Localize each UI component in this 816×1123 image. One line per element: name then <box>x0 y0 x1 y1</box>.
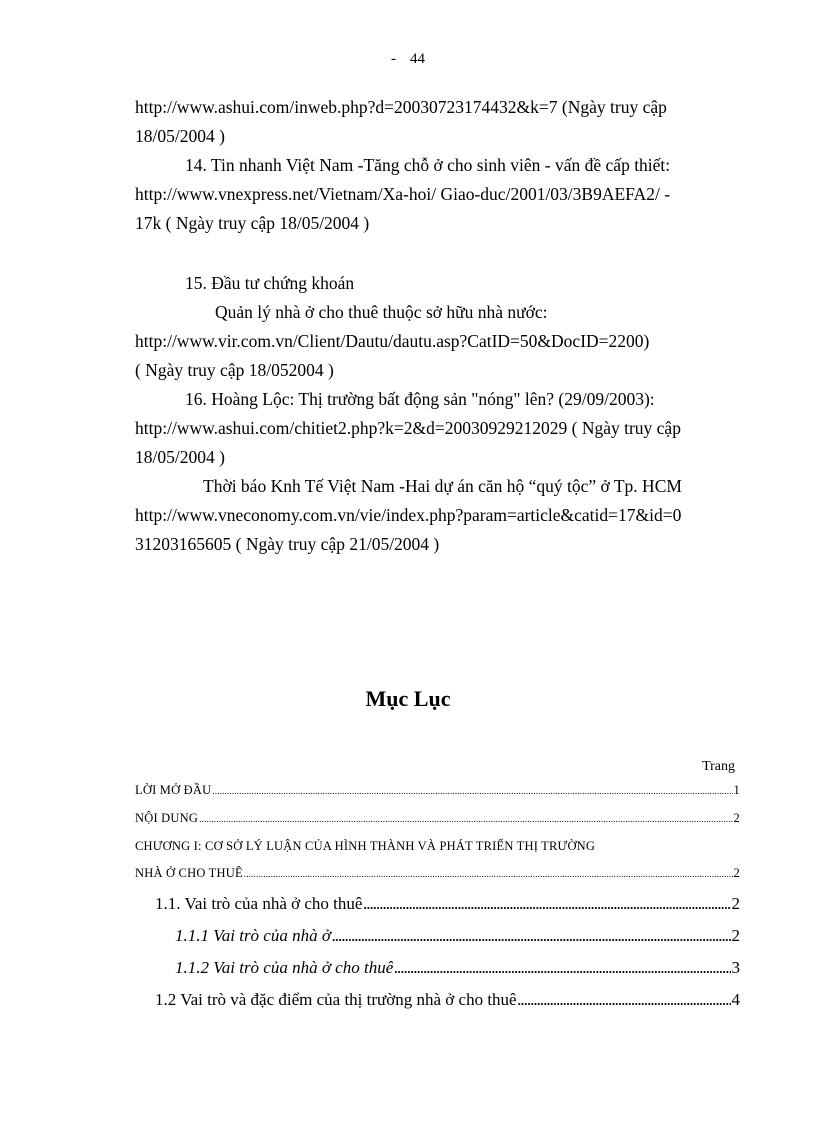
toc-entry[interactable] <box>135 805 740 833</box>
ref-15-access-date: ( Ngày truy cập 18/052004 ) <box>135 360 334 380</box>
toc-entry-page: 2 <box>733 866 740 880</box>
ref-13-url: http://www.ashui.com/inweb.php?d=20030723174432&k=7 (Ngày truy cập <box>135 97 667 117</box>
ref-15-url: http://www.vir.com.vn/Client/Dautu/dautu.asp?CatID=50&DocID=2200) <box>135 331 650 351</box>
toc-leader-dots <box>394 953 730 984</box>
ref-15-title: 15. Đầu tư chứng khoán <box>185 273 355 293</box>
page-number-dash: - <box>391 51 396 67</box>
ref-14-access-date: 17k ( Ngày truy cập 18/05/2004 ) <box>135 213 370 233</box>
ref-15-subtitle: Quản lý nhà ở cho thuê thuộc sở hữu nhà nước: <box>215 302 548 322</box>
toc-entry[interactable] <box>135 984 740 1016</box>
ref-17-access-date: 31203165605 ( Ngày truy cập 21/05/2004 ) <box>135 534 440 554</box>
toc-page-header: Trang <box>702 759 735 774</box>
toc-entry-page: 2 <box>733 811 740 825</box>
toc-entry-text: NHÀ Ở CHO THUÊ <box>135 866 243 880</box>
ref-17-title: Thời báo Knh Tế Việt Nam -Hai dự án căn hộ “quý tộc” ở Tp. HCM <box>203 476 682 496</box>
toc-entry-text: CHƯƠNG I: CƠ SỞ LÝ LUẬN CỦA HÌNH THÀNH VÀ PHÁT TRIỂN THỊ TRƯỜNG <box>135 839 596 853</box>
toc-entry-page: 2 <box>731 926 740 945</box>
toc-entry-text: 1.2 Vai trò và đặc điểm của thị trường nhà ở cho thuê <box>155 990 517 1009</box>
ref-14-url: http://www.vnexpress.net/Vietnam/Xa-hoi/ Giao-duc/2001/03/3B9AEFA2/ - <box>135 184 671 204</box>
toc-entry[interactable] <box>135 920 740 952</box>
toc-entry-page: 4 <box>731 990 740 1009</box>
toc-entry-text: 1.1. Vai trò của nhà ở cho thuê <box>155 894 363 913</box>
toc-entry-page: 3 <box>731 958 740 977</box>
toc-leader-dots <box>244 861 733 888</box>
table-of-contents <box>135 757 740 1016</box>
toc-entry-text: LỜI MỞ ĐẦU <box>135 783 212 797</box>
page-number-value: 44 <box>410 51 425 67</box>
toc-entry-text: 1.1.1 Vai trò của nhà ở <box>175 926 331 945</box>
toc-leader-dots <box>363 889 730 920</box>
toc-leader-dots <box>518 985 731 1016</box>
toc-entry[interactable] <box>135 860 740 888</box>
toc-leader-dots <box>332 921 731 952</box>
ref-16-access-date: 18/05/2004 ) <box>135 447 225 467</box>
page-number <box>0 51 816 68</box>
toc-entry[interactable] <box>135 833 740 860</box>
toc-entry-text: 1.1.2 Vai trò của nhà ở cho thuê <box>175 958 394 977</box>
toc-entry-page: 1 <box>733 783 740 797</box>
toc-entry-text: NỘI DUNG <box>135 811 199 825</box>
ref-16-title: 16. Hoàng Lộc: Thị trường bất động sản "nóng" lên? (29/09/2003): <box>185 389 655 409</box>
toc-entry[interactable] <box>135 777 740 805</box>
toc-title: Mục Lục <box>365 686 451 711</box>
toc-entry[interactable] <box>135 952 740 984</box>
ref-14-title: 14. Tin nhanh Việt Nam -Tăng chỗ ở cho sinh viên - vấn đề cấp thiết: <box>185 155 671 175</box>
toc-entry[interactable] <box>135 888 740 920</box>
ref-13-access-date: 18/05/2004 ) <box>135 126 225 146</box>
toc-entry-page: 2 <box>731 894 740 913</box>
toc-leader-dots <box>199 806 732 833</box>
references-section <box>135 93 735 559</box>
toc-leader-dots <box>212 778 732 805</box>
ref-16-url: http://www.ashui.com/chitiet2.php?k=2&d=20030929212029 ( Ngày truy cập <box>135 418 681 438</box>
ref-17-url: http://www.vneconomy.com.vn/vie/index.php?param=article&catid=17&id=0 <box>135 505 682 525</box>
